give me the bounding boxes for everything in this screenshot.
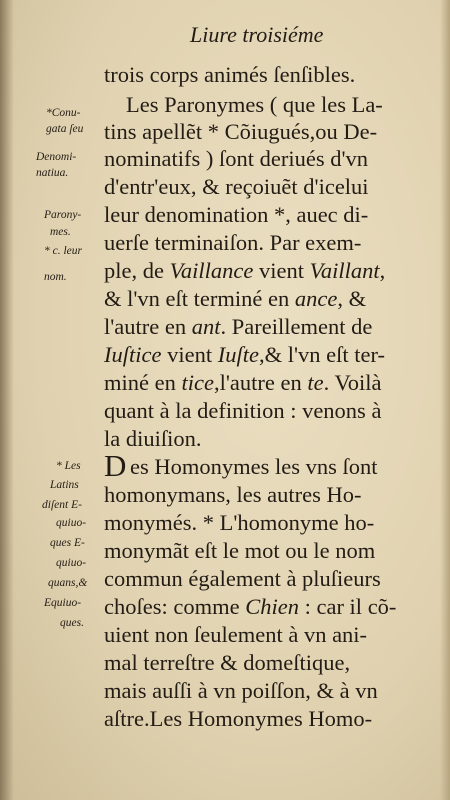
margin-note: Equiuo- <box>44 597 82 609</box>
margin-note: * c. leur <box>44 245 83 257</box>
margin-note: Parony- <box>44 209 82 221</box>
margin-note: natiua. <box>36 167 69 179</box>
text-line: monymés. * L'homonyme ho- <box>104 510 375 535</box>
text-line: quant à la definition : venons à <box>104 398 382 423</box>
text-line: mais auſſi à vn poiſſon, & à vn <box>104 678 378 703</box>
margin-note: quans,& <box>48 577 88 589</box>
text-line: choſes: comme Chien : car il cõ- <box>104 594 397 619</box>
margin-note: Denomi- <box>36 151 77 163</box>
margin-note: Latins <box>50 479 79 491</box>
text-line: la diuiſion. <box>104 426 202 451</box>
margin-note: * Les <box>56 460 81 472</box>
text-line: mal terreſtre & domeſtique, <box>104 650 351 675</box>
running-head: Liure troisiéme <box>190 22 324 47</box>
text-line: d'entr'eux, & reçoiuẽt d'icelui <box>104 174 369 199</box>
text-line: leur denomination *, auec di- <box>104 202 369 227</box>
text-line: uient non ſeulement à vn ani- <box>104 622 368 647</box>
margin-note: gata ſeu <box>46 123 84 135</box>
text-line: l'autre en ant. Pareillement de <box>104 314 373 339</box>
text-line: tins apellẽt * Cõiugués,ou De- <box>104 119 378 144</box>
page-edge-shadow <box>440 0 450 800</box>
text-line: miné en tice,l'autre en te. Voilà <box>104 370 382 395</box>
text-line: Les Paronymes ( que les La- <box>126 92 383 117</box>
text-line: nominatifs ) ſont deriués d'vn <box>104 146 369 171</box>
margin-note: mes. <box>50 226 71 238</box>
binding-gutter-shadow <box>0 0 14 800</box>
text-line: aſtre.Les Homonymes Homo- <box>104 706 373 731</box>
margin-note: quiuo- <box>56 517 87 529</box>
margin-note: ques E- <box>50 537 85 549</box>
text-line: Iuſtice vient Iuſte,& l'vn eſt ter- <box>104 342 386 367</box>
text-line: monymãt eſt le mot ou le nom <box>104 538 376 563</box>
text-line: & l'vn eſt terminé en ance, & <box>104 286 367 311</box>
margin-note: *Conu- <box>46 107 81 119</box>
text-line: ple, de Vaillance vient Vaillant, <box>104 258 386 283</box>
text-line: commun également à pluſieurs <box>104 566 381 591</box>
margin-note: nom. <box>44 271 67 283</box>
text-line: homonymans, les autres Ho- <box>104 482 362 507</box>
margin-note: ques. <box>60 617 84 629</box>
text-line: uerſe terminaiſon. Par exem- <box>104 230 362 255</box>
text-line: es Homonymes les vns ſont <box>130 454 378 479</box>
initial-letter: D <box>104 448 127 483</box>
margin-note: quiuo- <box>56 557 87 569</box>
text-line: trois corps animés ſenſibles. <box>104 62 356 87</box>
margin-note: diſent E- <box>42 499 82 511</box>
